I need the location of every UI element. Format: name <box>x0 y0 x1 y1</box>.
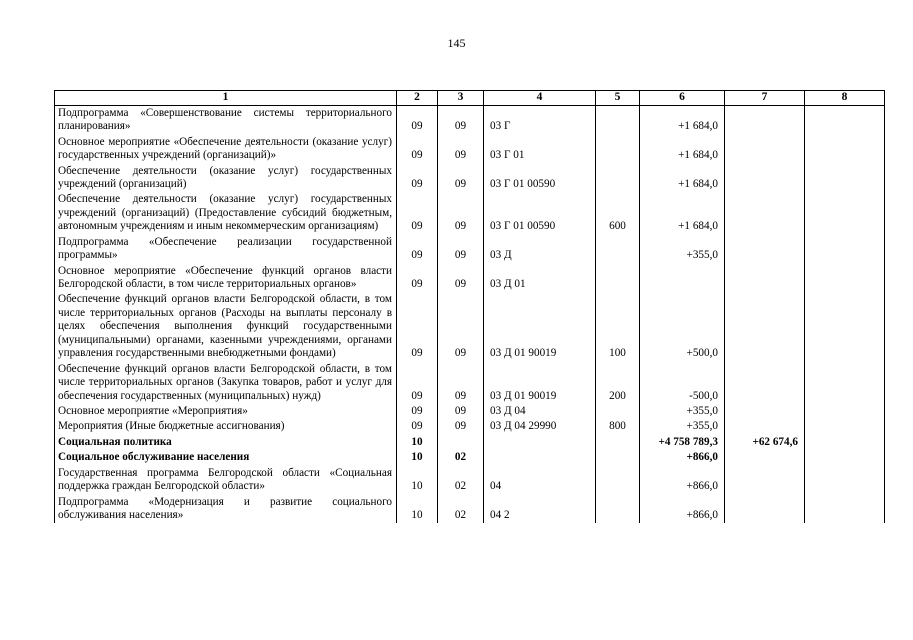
target-article-code: 03 Д <box>484 235 596 264</box>
section-code: 10 <box>397 450 438 465</box>
row-description: Обеспечение функций органов власти Белгородской области, в том числе территориальных органов (Закупка товаров, работ и услуг для обеспечения государственных (муниципальных) нужд) <box>55 362 397 404</box>
column-header-7: 7 <box>725 91 805 106</box>
row-description: Государственная программа Белгородской области «Социальная поддержка граждан Белгородской области» <box>55 466 397 495</box>
subsection-code: 09 <box>438 164 484 193</box>
section-code: 09 <box>397 292 438 361</box>
amount-col-7: +62 674,6 <box>725 435 805 450</box>
expense-type-code <box>596 435 640 450</box>
row-description: Обеспечение функций органов власти Белгородской области, в том числе территориальных органов (Расходы на выплаты персоналу в целях обеспечения выполнения функций государственными (муниципальными) органами, казенными учреждениями, органами управления государственными внебюджетными фондами) <box>55 292 397 361</box>
amount-col-6: +866,0 <box>640 495 725 524</box>
section-code: 09 <box>397 135 438 164</box>
amount-col-6: +4 758 789,3 <box>640 435 725 450</box>
page-number: 145 <box>447 36 466 50</box>
amount-col-6: +1 684,0 <box>640 192 725 234</box>
expense-type-code <box>596 235 640 264</box>
subsection-code: 09 <box>438 105 484 134</box>
table-row <box>55 235 885 264</box>
table-row <box>55 135 885 164</box>
table-row <box>55 164 885 193</box>
target-article-code: 03 Д 01 90019 <box>484 362 596 404</box>
amount-col-8 <box>805 450 885 465</box>
amount-col-8 <box>805 495 885 524</box>
column-header-5: 5 <box>596 91 640 106</box>
expense-type-code <box>596 164 640 193</box>
section-code: 09 <box>397 362 438 404</box>
table-row <box>55 466 885 495</box>
expense-type-code <box>596 135 640 164</box>
row-description: Основное мероприятие «Мероприятия» <box>55 404 397 419</box>
column-header-6: 6 <box>640 91 725 106</box>
amount-col-7 <box>725 292 805 361</box>
row-description: Подпрограмма «Совершенствование системы территориального планирования» <box>55 105 397 134</box>
target-article-code: 03 Д 01 90019 <box>484 292 596 361</box>
subsection-code: 02 <box>438 466 484 495</box>
amount-col-8 <box>805 435 885 450</box>
target-article-code: 03 Д 04 29990 <box>484 419 596 434</box>
column-header-2: 2 <box>397 91 438 106</box>
target-article-code <box>484 450 596 465</box>
row-description: Подпрограмма «Обеспечение реализации государственной программы» <box>55 235 397 264</box>
amount-col-6: +355,0 <box>640 419 725 434</box>
amount-col-7 <box>725 419 805 434</box>
subsection-code: 09 <box>438 192 484 234</box>
target-article-code <box>484 435 596 450</box>
column-header-1: 1 <box>55 91 397 106</box>
amount-col-8 <box>805 192 885 234</box>
subsection-code <box>438 435 484 450</box>
target-article-code: 03 Г 01 00590 <box>484 164 596 193</box>
table-row <box>55 192 885 234</box>
target-article-code: 03 Г <box>484 105 596 134</box>
amount-col-7 <box>725 105 805 134</box>
expense-type-code <box>596 404 640 419</box>
amount-col-8 <box>805 164 885 193</box>
table-row <box>55 292 885 361</box>
expense-type-code <box>596 495 640 524</box>
amount-col-7 <box>725 192 805 234</box>
amount-col-6: +866,0 <box>640 450 725 465</box>
table-row <box>55 435 885 450</box>
expense-type-code: 100 <box>596 292 640 361</box>
amount-col-7 <box>725 164 805 193</box>
amount-col-7 <box>725 235 805 264</box>
row-description: Основное мероприятие «Обеспечение деятельности (оказание услуг) государственных учреждений (организаций)» <box>55 135 397 164</box>
amount-col-6: +1 684,0 <box>640 105 725 134</box>
amount-col-8 <box>805 292 885 361</box>
expense-type-code: 600 <box>596 192 640 234</box>
subsection-code: 09 <box>438 264 484 293</box>
row-description: Мероприятия (Иные бюджетные ассигнования) <box>55 419 397 434</box>
subsection-code: 09 <box>438 292 484 361</box>
table-body <box>55 105 885 523</box>
column-header-3: 3 <box>438 91 484 106</box>
subsection-code: 09 <box>438 419 484 434</box>
row-description: Подпрограмма «Модернизация и развитие социального обслуживания населения» <box>55 495 397 524</box>
amount-col-8 <box>805 264 885 293</box>
amount-col-8 <box>805 404 885 419</box>
expense-type-code <box>596 450 640 465</box>
amount-col-6: +1 684,0 <box>640 135 725 164</box>
amount-col-8 <box>805 105 885 134</box>
amount-col-6: +355,0 <box>640 404 725 419</box>
target-article-code: 03 Г 01 00590 <box>484 192 596 234</box>
table-row <box>55 419 885 434</box>
section-code: 10 <box>397 495 438 524</box>
amount-col-7 <box>725 466 805 495</box>
subsection-code: 09 <box>438 235 484 264</box>
amount-col-6: +1 684,0 <box>640 164 725 193</box>
amount-col-8 <box>805 419 885 434</box>
amount-col-6: +500,0 <box>640 292 725 361</box>
row-description: Социальное обслуживание населения <box>55 450 397 465</box>
amount-col-6: -500,0 <box>640 362 725 404</box>
section-code: 10 <box>397 435 438 450</box>
amount-col-8 <box>805 362 885 404</box>
amount-col-6: +866,0 <box>640 466 725 495</box>
table-row <box>55 264 885 293</box>
amount-col-7 <box>725 495 805 524</box>
amount-col-7 <box>725 135 805 164</box>
row-description: Основное мероприятие «Обеспечение функций органов власти Белгородской области, в том числе территориальных органов» <box>55 264 397 293</box>
table-header-row <box>55 91 885 106</box>
row-description: Социальная политика <box>55 435 397 450</box>
table-row <box>55 362 885 404</box>
subsection-code: 02 <box>438 450 484 465</box>
subsection-code: 09 <box>438 362 484 404</box>
target-article-code: 03 Г 01 <box>484 135 596 164</box>
section-code: 09 <box>397 235 438 264</box>
budget-table <box>54 90 885 523</box>
amount-col-6 <box>640 264 725 293</box>
row-description: Обеспечение деятельности (оказание услуг) государственных учреждений (организаций) (Предоставление субсидий бюджетным, автономным учреждениям и иным некоммерческим организациям) <box>55 192 397 234</box>
target-article-code: 03 Д 01 <box>484 264 596 293</box>
section-code: 09 <box>397 192 438 234</box>
amount-col-7 <box>725 450 805 465</box>
amount-col-8 <box>805 235 885 264</box>
expense-type-code <box>596 105 640 134</box>
amount-col-7 <box>725 264 805 293</box>
table-row <box>55 105 885 134</box>
section-code: 10 <box>397 466 438 495</box>
column-header-4: 4 <box>484 91 596 106</box>
section-code: 09 <box>397 264 438 293</box>
table-row <box>55 495 885 524</box>
subsection-code: 09 <box>438 404 484 419</box>
section-code: 09 <box>397 404 438 419</box>
target-article-code: 03 Д 04 <box>484 404 596 419</box>
section-code: 09 <box>397 164 438 193</box>
amount-col-8 <box>805 466 885 495</box>
amount-col-6: +355,0 <box>640 235 725 264</box>
amount-col-7 <box>725 362 805 404</box>
target-article-code: 04 2 <box>484 495 596 524</box>
target-article-code: 04 <box>484 466 596 495</box>
expense-type-code <box>596 264 640 293</box>
amount-col-7 <box>725 404 805 419</box>
subsection-code: 02 <box>438 495 484 524</box>
table-row <box>55 404 885 419</box>
subsection-code: 09 <box>438 135 484 164</box>
expense-type-code: 800 <box>596 419 640 434</box>
row-description: Обеспечение деятельности (оказание услуг) государственных учреждений (организаций) <box>55 164 397 193</box>
amount-col-8 <box>805 135 885 164</box>
section-code: 09 <box>397 105 438 134</box>
expense-type-code: 200 <box>596 362 640 404</box>
table-row <box>55 450 885 465</box>
section-code: 09 <box>397 419 438 434</box>
column-header-8: 8 <box>805 91 885 106</box>
expense-type-code <box>596 466 640 495</box>
